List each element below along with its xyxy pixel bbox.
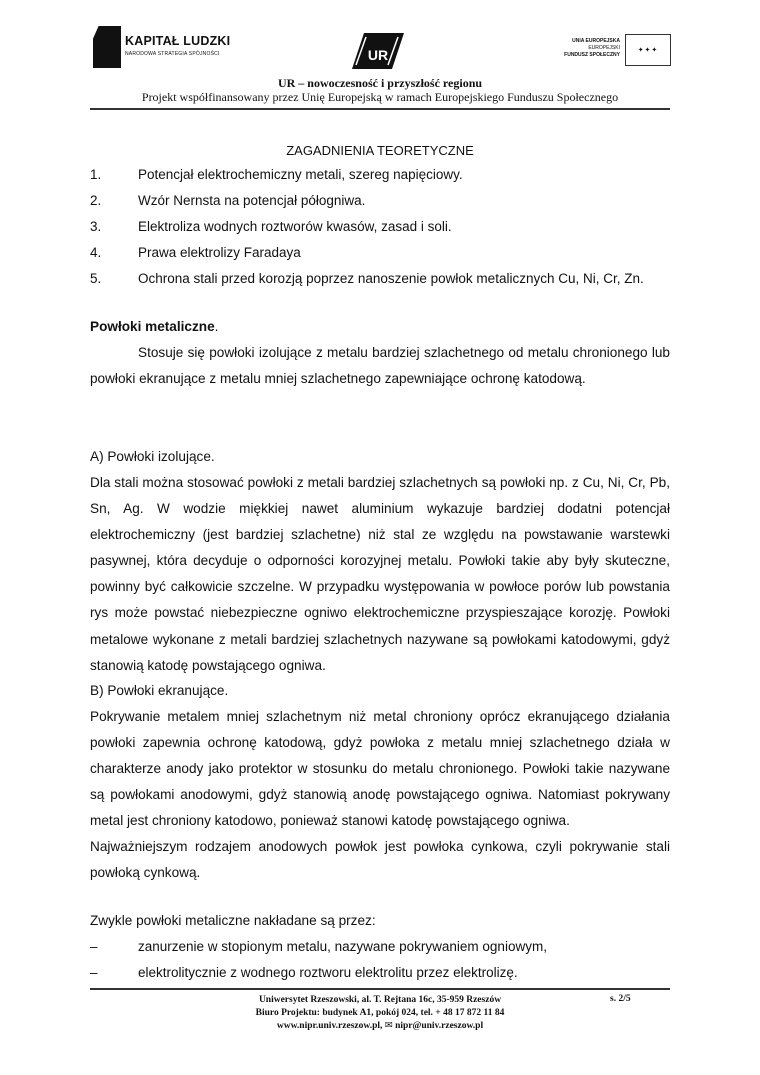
footer-website[interactable]: www.nipr.univ.rzeszow.pl, (276, 1021, 383, 1031)
footer-contact (0, 1020, 760, 1033)
ue-line2: EUROPEJSKI (588, 45, 620, 51)
item-text: Ochrona stali przed korozją poprzez nanoszenie powłok metalicznych Cu, Ni, Cr, Zn. (138, 271, 644, 286)
footer (0, 994, 760, 1033)
footer-address: Uniwersytet Rzeszowski, al. T. Rejtana 16c, 35-959 Rzeszów (258, 995, 502, 1005)
item-text: elektrolitycznie z wodnego roztworu elektrolitu przez elektrolizę. (138, 965, 518, 980)
footer-rule (90, 988, 670, 990)
ur-logo (352, 33, 404, 69)
header-line2: Projekt współfinansowany przez Unię Europejską w ramach Europejskiego Funduszu Społecznego (141, 90, 619, 104)
ue-line3: FUNDUSZ SPOŁECZNY (564, 52, 620, 58)
item-text: Wzór Nernsta na potencjał półogniwa. (138, 193, 366, 208)
item-text: Elektroliza wodnych roztworów kwasów, zasad i soli. (138, 219, 452, 234)
item-number: 5. (90, 271, 102, 286)
paragraph-b2: Najważniejszym rodzajem anodowych powłok jest powłoka cynkowa, czyli pokrywanie stali powłoką cynkową. (90, 839, 670, 881)
footer-email[interactable]: nipr@univ.rzeszow.pl (395, 1021, 484, 1031)
dash-bullet: – (90, 965, 98, 980)
item-number: 2. (90, 193, 102, 208)
item-number: 3. (90, 219, 102, 234)
item-number: 4. (90, 245, 102, 260)
kapital-ludzki-star-icon (93, 26, 121, 68)
section-heading-text: Powłoki metaliczne (90, 319, 215, 334)
page-number: s. 2/5 (610, 994, 631, 1004)
footer-office: Biuro Projektu: budynek A1, pokój 024, tel. + 48 17 872 11 84 (255, 1008, 505, 1018)
item-text: zanurzenie w stopionym metalu, nazywane pokrywaniem ogniowym, (138, 939, 547, 954)
eu-flag-icon: ✦✦✦ (625, 34, 671, 66)
section-heading (90, 314, 670, 340)
paragraph-a: Dla stali można stosować powłoki z metali bardziej szlachetnych są powłoki np. z Cu, Ni, Cr, Pb, Sn, Ag. W wodzie miękkiej nawet aluminium wykazuje bardziej dodatni potencjał elektrochemiczny (jest bardziej szlachetne) niż stal ze względu na powstawanie warstewki pasywnej, która decyduje o odporności korozyjnej metalu. Powłoki takie aby były skuteczne, powinny być całkowicie szczelne. W przypadku występowania w powłoce porów lub powstania rys może powstać niebezpieczne ogniwo elektrochemiczne przyspieszające korozję. Powłoki metalowe wykonane z metali bardziej szlachetnych nazywane są powłokami katodowymi, gdyż stanowią katodę powstającego ogniwa. (90, 475, 670, 673)
kapital-ludzki-logo (93, 26, 263, 70)
item-text: Prawa elektrolizy Faradaya (138, 245, 301, 260)
subheading-a: A) Powłoki izolujące. (90, 449, 215, 464)
header-rule (90, 108, 670, 110)
methods-intro: Zwykle powłoki metaliczne nakładane są przez: (90, 913, 376, 928)
dash-bullet: – (90, 939, 98, 954)
logo-subtitle: NARODOWA STRATEGIA SPÓJNOŚCI (125, 51, 220, 57)
ue-line1: UNIA EUROPEJSKA (572, 38, 620, 44)
item-text: Potencjał elektrochemiczny metali, szereg napięciowy. (138, 167, 463, 182)
item-number: 1. (90, 167, 102, 182)
header-line1: UR – nowoczesność i przyszłość regionu (277, 76, 483, 90)
envelope-icon: ✉ (384, 1021, 393, 1031)
paragraph-b: Pokrywanie metalem mniej szlachetnym niż metal chroniony oprócz ekranującego działania powłoki zapewnia ochronę katodową, gdyż powłoka z metalu mniej szlachetnego działa w charakterze anody jako protektor w stosunku do metalu chronionego. Powłoki takie nazywane są powłokami anodowymi, gdyż stanowią anodę powstającego ogniwa. Natomiast pokrywany metal jest chroniony katodowo, ponieważ stanowi katodę powstającego ogniwa. (90, 709, 670, 829)
logo-title: KAPITAŁ LUDZKI (125, 34, 231, 48)
heading-dot: . (214, 319, 219, 334)
svg-text:UR: UR (367, 47, 389, 63)
subheading-b: B) Powłoki ekranujące. (90, 683, 229, 698)
page-title: ZAGADNIENIA TEORETYCZNE (286, 143, 474, 158)
ue-logo-text (530, 38, 620, 59)
intro-paragraph: Stosuje się powłoki izolujące z metalu bardziej szlachetnego od metalu chronionego lub powłoki ekranujące z metalu mniej szlachetnego zapewniające ochronę katodową. (90, 345, 670, 387)
